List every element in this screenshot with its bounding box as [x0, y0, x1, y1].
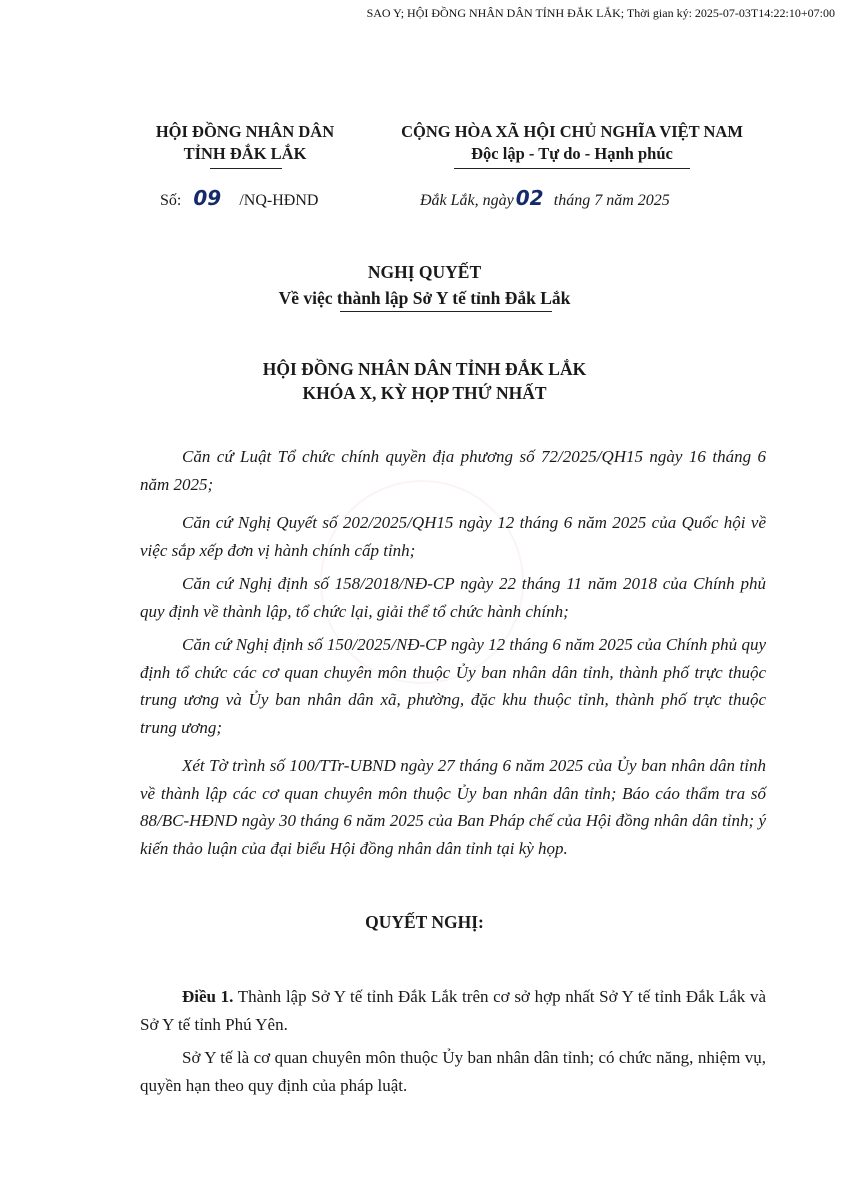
preamble-1: Căn cứ Luật Tổ chức chính quyền địa phương số 72/2025/QH15 ngày 16 tháng 6 năm 2025; — [140, 447, 766, 494]
signature-stamp: SAO Y; HỘI ĐỒNG NHÂN DÂN TỈNH ĐẮK LẮK; Thời gian ký: 2025-07-03T14:22:10+07:00 — [366, 6, 835, 20]
council-session: KHÓA X, KỲ HỌP THỨ NHẤT — [302, 383, 547, 403]
national-motto — [372, 121, 772, 165]
document-date — [420, 186, 670, 210]
issuing-authority — [120, 121, 370, 165]
article-1 — [140, 983, 766, 1038]
authority-underline — [210, 168, 282, 169]
article-1-text: Thành lập Sở Y tế tỉnh Đắk Lắk trên cơ sở hợp nhất Sở Y tế tỉnh Đắk Lắk và Sở Y tế tỉnh Phú Yên. — [140, 987, 766, 1034]
council-name: HỘI ĐỒNG NHÂN DÂN TỈNH ĐẮK LẮK — [262, 359, 587, 379]
article-1-paragraph-2: Sở Y tế là cơ quan chuyên môn thuộc Ủy ban nhân dân tỉnh; có chức năng, nhiệm vụ, quyền hạn theo quy định của pháp luật. — [140, 1048, 766, 1095]
council-heading — [0, 357, 849, 405]
doc-number-suffix: /NQ-HĐND — [239, 192, 319, 209]
preamble-2: Căn cứ Nghị Quyết số 202/2025/QH15 ngày 12 tháng 6 năm 2025 của Quốc hội về việc sắp xếp đơn vị hành chính cấp tỉnh; — [140, 513, 766, 560]
motto: Độc lập - Tự do - Hạnh phúc — [471, 144, 673, 163]
preamble-3: Căn cứ Nghị định số 158/2018/NĐ-CP ngày 22 tháng 11 năm 2018 của Chính phủ quy định về thành lập, tổ chức lại, giải thể tổ chức hành chính; — [140, 574, 766, 621]
doc-number-handwritten: 09 — [193, 186, 222, 210]
article-1-label: Điều 1. — [182, 987, 234, 1006]
issuing-authority-line1: HỘI ĐỒNG NHÂN DÂN — [155, 122, 335, 141]
issuing-authority-line2: TỈNH ĐẮK LẮK — [183, 144, 307, 163]
date-suffix: tháng 7 năm 2025 — [553, 192, 670, 209]
resolve-heading: QUYẾT NGHỊ: — [365, 912, 484, 932]
subject-underline — [340, 311, 552, 312]
document-type: NGHỊ QUYẾT — [367, 262, 482, 282]
motto-underline — [454, 168, 690, 169]
preamble-5: Xét Tờ trình số 100/TTr-UBND ngày 27 tháng 6 năm 2025 của Ủy ban nhân dân tỉnh về thành lập các cơ quan chuyên môn thuộc Ủy ban nhân dân tỉnh; Báo cáo thẩm tra số 88/BC-HĐND ngày 30 tháng 6 năm 2025 của Ban Pháp chế của Hội đồng nhân dân tỉnh; ý kiến thảo luận của đại biểu Hội đồng nhân dân tỉnh tại kỳ họp. — [140, 756, 766, 858]
preamble-4: Căn cứ Nghị định số 150/2025/NĐ-CP ngày 12 tháng 6 năm 2025 của Chính phủ quy định tổ chức các cơ quan chuyên môn thuộc Ủy ban nhân dân tỉnh, thành phố trực thuộc trung ương và Ủy ban nhân dân xã, phường, đặc khu thuộc tỉnh, thành phố trực thuộc trung ương; — [140, 635, 766, 737]
date-prefix: Đắk Lắk, ngày — [420, 192, 514, 209]
national-name: CỘNG HÒA XÃ HỘI CHỦ NGHĨA VIỆT NAM — [401, 122, 743, 141]
date-day-handwritten: 02 — [515, 186, 544, 210]
document-title — [0, 259, 849, 311]
document-subject: Về việc thành lập Sở Y tế tỉnh Đắk Lắk — [278, 288, 571, 308]
document-number — [160, 186, 318, 210]
doc-number-prefix: Số: — [160, 192, 182, 209]
